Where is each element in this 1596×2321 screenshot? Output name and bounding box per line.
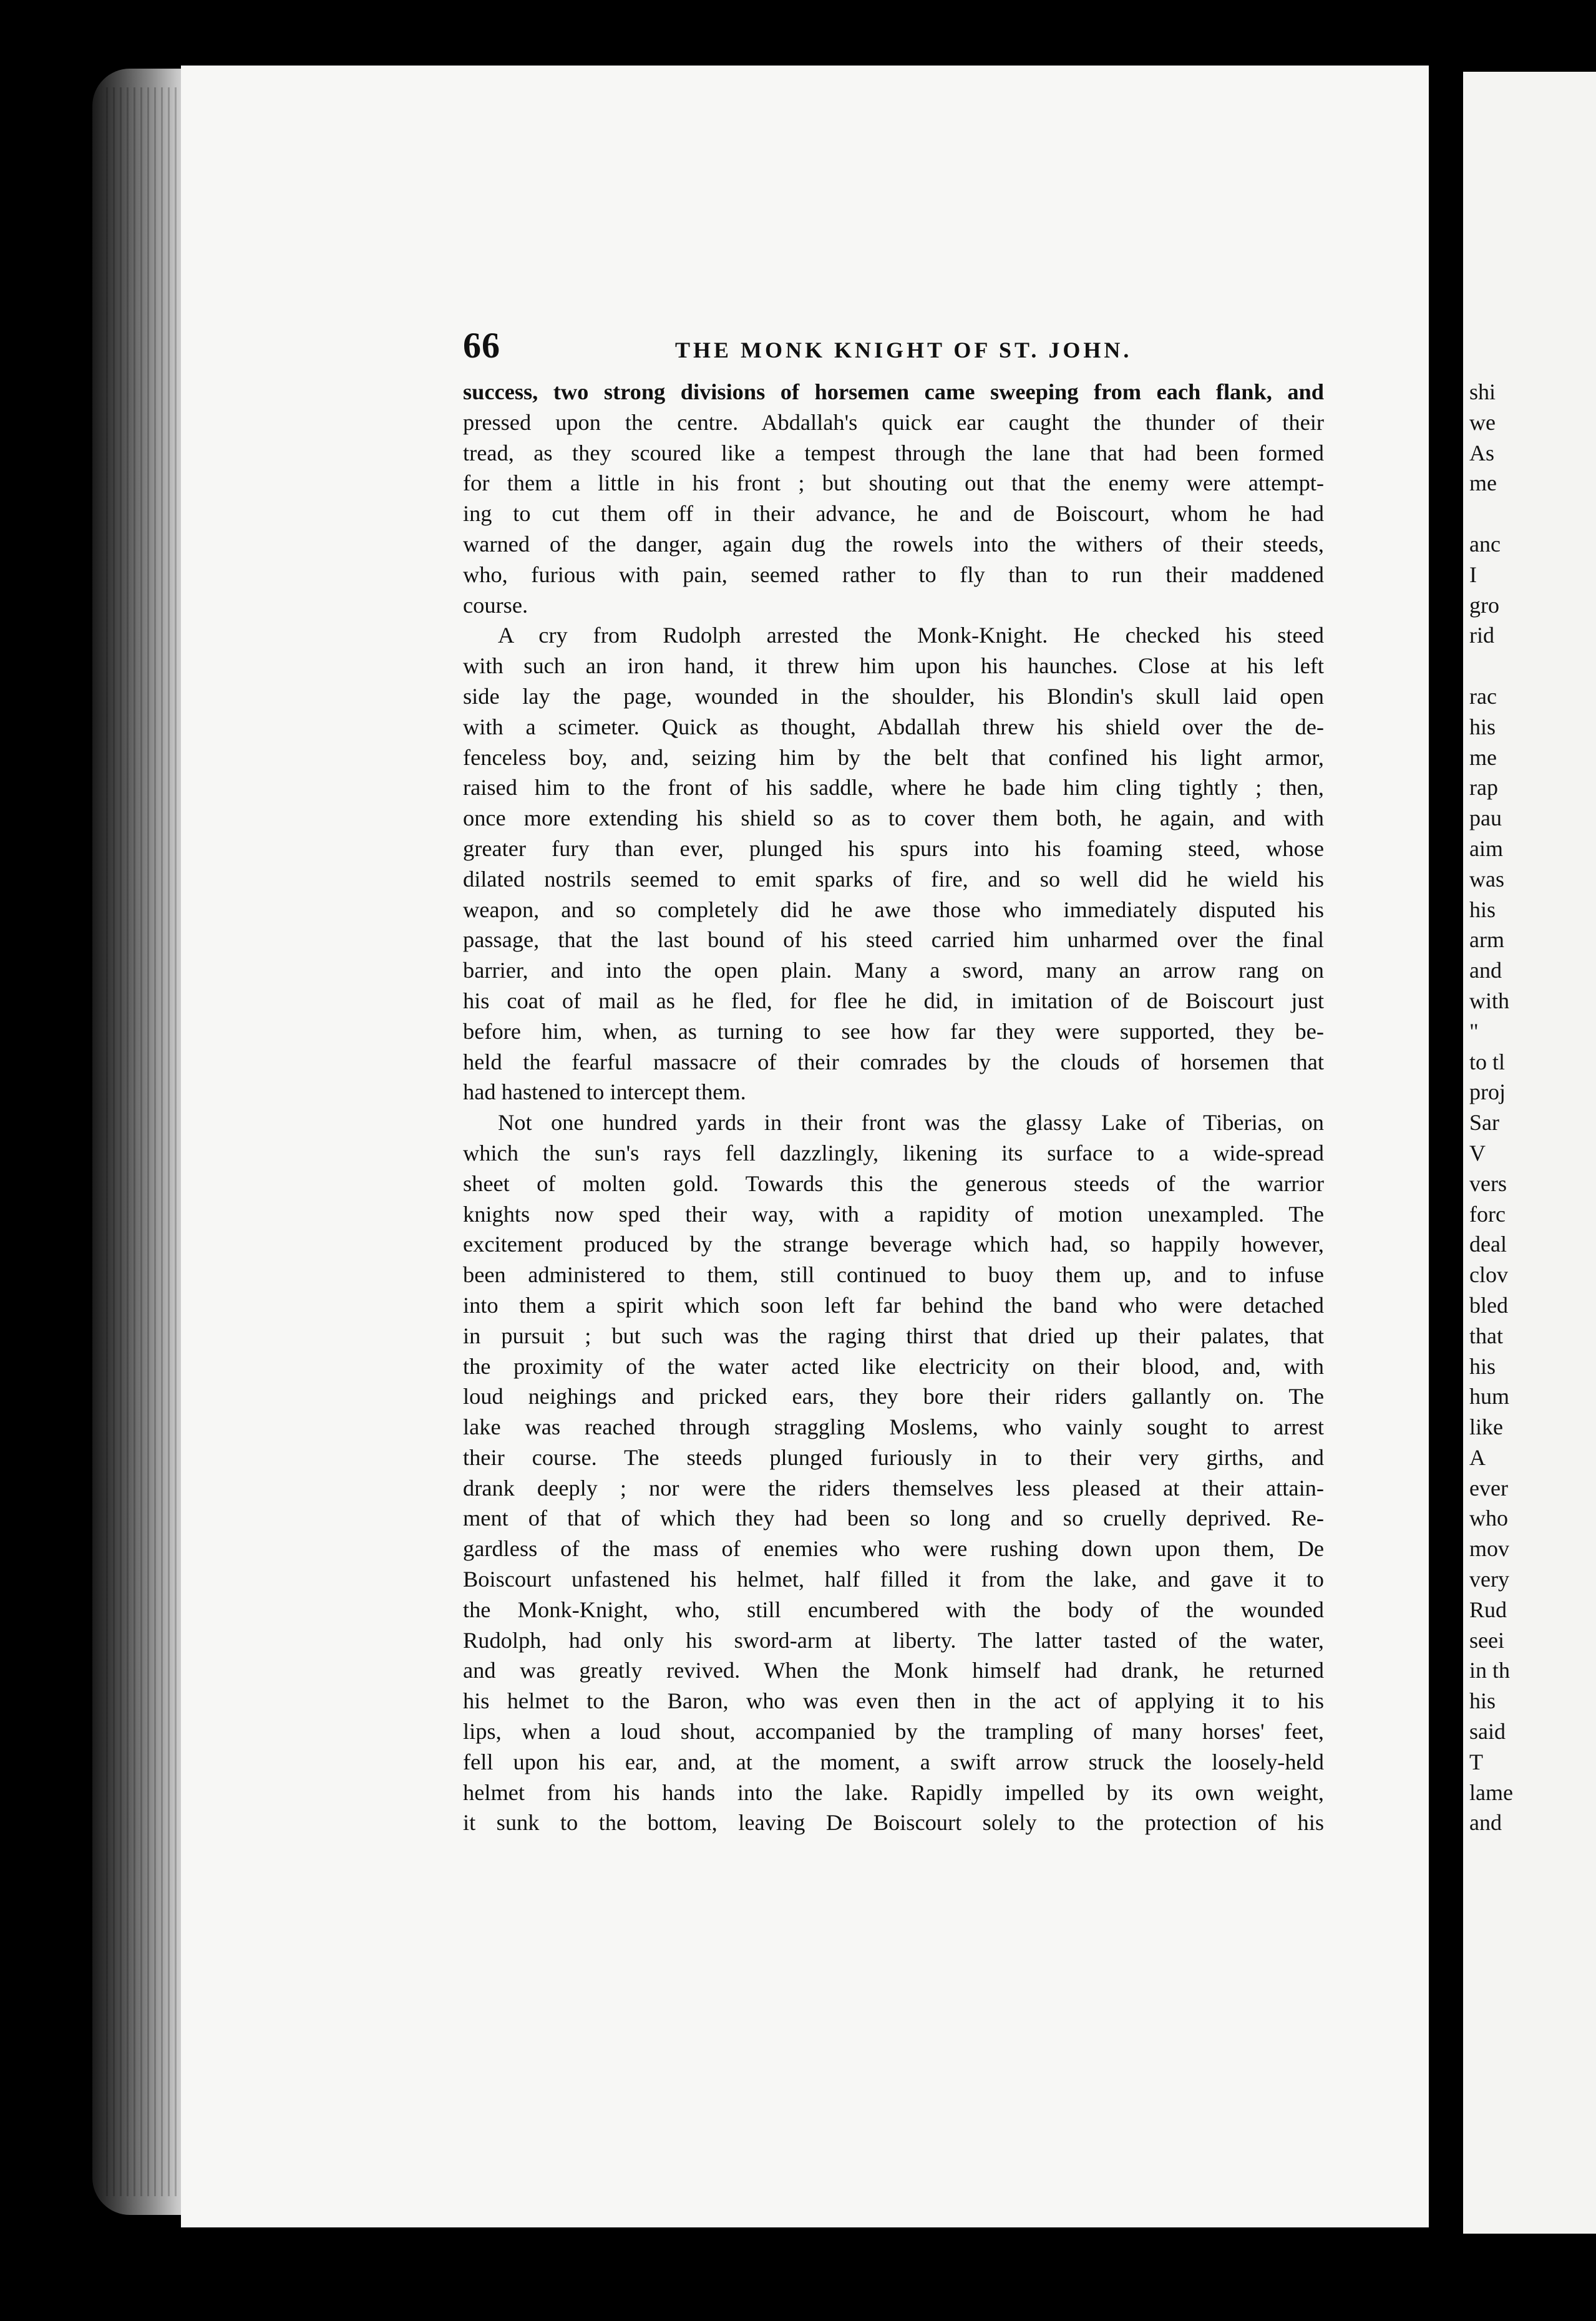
text-line: passage, that the last bound of his steed carried him unharmed over the final bbox=[463, 927, 1324, 953]
adjacent-text-fragment: like bbox=[1469, 1414, 1503, 1440]
adjacent-text-fragment: Rud bbox=[1469, 1597, 1507, 1622]
text-line: gardless of the mass of enemies who were rushing down upon them, De bbox=[463, 1536, 1324, 1562]
adjacent-text-fragment: shi bbox=[1469, 379, 1496, 404]
text-line: his helmet to the Baron, who was even then in the act of applying it to his bbox=[463, 1688, 1324, 1714]
text-line: with a scimeter. Quick as thought, Abdallah threw his shield over the de- bbox=[463, 714, 1324, 739]
text-line: raised him to the front of his saddle, where he bade him cling tightly ; then, bbox=[463, 775, 1324, 800]
text-line: sheet of molten gold. Towards this the generous steeds of the warrior bbox=[463, 1170, 1324, 1196]
adjacent-text-fragment: his bbox=[1469, 1353, 1496, 1379]
adjacent-text-fragment: I bbox=[1469, 562, 1477, 587]
adjacent-text-fragment: proj bbox=[1469, 1079, 1506, 1105]
adjacent-text-fragment: gro bbox=[1469, 592, 1499, 618]
text-line: in pursuit ; but such was the raging thirst that dried up their palates, that bbox=[463, 1323, 1324, 1348]
page-number: 66 bbox=[463, 325, 500, 366]
adjacent-text-fragment: rap bbox=[1469, 775, 1498, 800]
text-line: pressed upon the centre. Abdallah's quick ear caught the thunder of their bbox=[463, 409, 1324, 435]
page-header bbox=[463, 324, 1343, 374]
adjacent-page-text bbox=[1469, 377, 1594, 1838]
text-line: fell upon his ear, and, at the moment, a swift arrow struck the loosely-held bbox=[463, 1749, 1324, 1774]
adjacent-text-fragment: A bbox=[1469, 1444, 1486, 1470]
adjacent-text-fragment: me bbox=[1469, 744, 1497, 770]
text-line: Not one hundred yards in their front was the glassy Lake of Tiberias, on bbox=[498, 1110, 1324, 1136]
adjacent-text-fragment: arm bbox=[1469, 927, 1504, 953]
book-edge-texture bbox=[106, 87, 181, 2196]
text-line: it sunk to the bottom, leaving De Boiscourt solely to the protection of his bbox=[463, 1810, 1324, 1836]
adjacent-text-fragment: and bbox=[1469, 1810, 1502, 1836]
text-line: and was greatly revived. When the Monk himself had drank, he returned bbox=[463, 1658, 1324, 1683]
adjacent-text-fragment: to tl bbox=[1469, 1049, 1506, 1074]
text-line: been administered to them, still continued to buoy them up, and to infuse bbox=[463, 1262, 1324, 1288]
adjacent-text-fragment: vers bbox=[1469, 1170, 1507, 1196]
text-line: warned of the danger, again dug the rowels into the withers of their steeds, bbox=[463, 531, 1324, 557]
text-line: weapon, and so completely did he awe those who immediately disputed his bbox=[463, 897, 1324, 922]
text-line: side lay the page, wounded in the shoulder, his Blondin's skull laid open bbox=[463, 683, 1324, 709]
text-line: barrier, and into the open plain. Many a sword, many an arrow rang on bbox=[463, 958, 1324, 983]
adjacent-text-fragment bbox=[1469, 651, 1594, 681]
text-line: the Monk-Knight, who, still encumbered with the body of the wounded bbox=[463, 1597, 1324, 1622]
text-line: had hastened to intercept them. bbox=[463, 1079, 746, 1105]
text-line: the proximity of the water acted like electricity on their blood, and, with bbox=[463, 1353, 1324, 1379]
adjacent-text-fragment: pau bbox=[1469, 805, 1502, 831]
adjacent-text-fragment: Sar bbox=[1469, 1110, 1499, 1136]
adjacent-text-fragment: me bbox=[1469, 470, 1497, 496]
text-line: course. bbox=[463, 592, 528, 618]
adjacent-text-fragment: was bbox=[1469, 866, 1504, 892]
adjacent-text-fragment: forc bbox=[1469, 1201, 1506, 1227]
text-line: lake was reached through straggling Moslems, who vainly sought to arrest bbox=[463, 1414, 1324, 1440]
text-line: once more extending his shield so as to cover them both, he again, and with bbox=[463, 805, 1324, 831]
adjacent-text-fragment: aim bbox=[1469, 835, 1503, 861]
adjacent-text-fragment: hum bbox=[1469, 1384, 1510, 1409]
text-line: for them a little in his front ; but shouting out that the enemy were attempt- bbox=[463, 470, 1324, 496]
adjacent-text-fragment: said bbox=[1469, 1719, 1506, 1744]
adjacent-text-fragment: we bbox=[1469, 409, 1496, 435]
text-line: fenceless boy, and, seizing him by the belt that confined his light armor, bbox=[463, 744, 1324, 770]
text-line: greater fury than ever, plunged his spurs into his foaming steed, whose bbox=[463, 835, 1324, 861]
page-gutter bbox=[1435, 62, 1463, 2246]
adjacent-text-fragment: with bbox=[1469, 988, 1510, 1013]
adjacent-text-fragment: very bbox=[1469, 1567, 1509, 1592]
text-line: ing to cut them off in their advance, he and de Boiscourt, whom he had bbox=[463, 501, 1324, 527]
adjacent-text-fragment: deal bbox=[1469, 1232, 1507, 1257]
adjacent-text-fragment: who bbox=[1469, 1506, 1508, 1531]
adjacent-text-fragment: V bbox=[1469, 1140, 1486, 1165]
adjacent-text-fragment: bled bbox=[1469, 1292, 1508, 1318]
adjacent-text-fragment: his bbox=[1469, 897, 1496, 922]
text-line: Rudolph, had only his sword-arm at liberty. The latter tasted of the water, bbox=[463, 1627, 1324, 1653]
text-line: into them a spirit which soon left far behind the band who were detached bbox=[463, 1292, 1324, 1318]
text-line: who, furious with pain, seemed rather to fly than to run their maddened bbox=[463, 562, 1324, 587]
text-line: their course. The steeds plunged furiously in to their very girths, and bbox=[463, 1444, 1324, 1470]
adjacent-text-fragment: his bbox=[1469, 714, 1496, 739]
text-line: excitement produced by the strange beverage which had, so happily however, bbox=[463, 1232, 1324, 1257]
text-line: lips, when a loud shout, accompanied by the trampling of many horses' feet, bbox=[463, 1719, 1324, 1744]
adjacent-text-fragment: lame bbox=[1469, 1779, 1513, 1805]
adjacent-text-fragment: clov bbox=[1469, 1262, 1508, 1288]
adjacent-text-fragment: that bbox=[1469, 1323, 1503, 1348]
text-line: ment of that of which they had been so long and so cruelly deprived. Re- bbox=[463, 1506, 1324, 1531]
text-line: dilated nostrils seemed to emit sparks of fire, and so well did he wield his bbox=[463, 866, 1324, 892]
text-line: helmet from his hands into the lake. Rapidly impelled by its own weight, bbox=[463, 1779, 1324, 1805]
adjacent-text-fragment bbox=[1469, 499, 1594, 529]
text-line: A cry from Rudolph arrested the Monk-Knight. He checked his steed bbox=[498, 623, 1324, 648]
text-line: success, two strong divisions of horsemen came sweeping from each flank, and bbox=[463, 379, 1324, 404]
text-line: before him, when, as turning to see how far they were supported, they be- bbox=[463, 1018, 1324, 1044]
text-line: Boiscourt unfastened his helmet, half filled it from the lake, and gave it to bbox=[463, 1567, 1324, 1592]
text-line: loud neighings and pricked ears, they bore their riders gallantly on. The bbox=[463, 1384, 1324, 1409]
body-text bbox=[463, 377, 1324, 1838]
adjacent-text-fragment: ever bbox=[1469, 1475, 1508, 1501]
adjacent-text-fragment: mov bbox=[1469, 1536, 1510, 1562]
adjacent-text-fragment: anc bbox=[1469, 531, 1501, 557]
adjacent-text-fragment: seei bbox=[1469, 1627, 1504, 1653]
text-line: tread, as they scoured like a tempest through the lane that had been formed bbox=[463, 440, 1324, 465]
adjacent-text-fragment: rac bbox=[1469, 683, 1497, 709]
adjacent-text-fragment: and bbox=[1469, 958, 1502, 983]
adjacent-text-fragment: As bbox=[1469, 440, 1495, 465]
text-line: with such an iron hand, it threw him upon his haunches. Close at his left bbox=[463, 653, 1324, 679]
text-line: drank deeply ; nor were the riders themselves less pleased at their attain- bbox=[463, 1475, 1324, 1501]
adjacent-text-fragment: rid bbox=[1469, 623, 1494, 648]
adjacent-text-fragment: his bbox=[1469, 1688, 1496, 1714]
text-line: knights now sped their way, with a rapidity of motion unexampled. The bbox=[463, 1201, 1324, 1227]
text-line: which the sun's rays fell dazzlingly, likening its surface to a wide-spread bbox=[463, 1140, 1324, 1165]
text-line: held the fearful massacre of their comrades by the clouds of horsemen that bbox=[463, 1049, 1324, 1074]
running-title: THE MONK KNIGHT OF ST. JOHN. bbox=[675, 338, 1132, 363]
adjacent-text-fragment: " bbox=[1469, 1018, 1479, 1044]
text-line: his coat of mail as he fled, for flee he did, in imitation of de Boiscourt just bbox=[463, 988, 1324, 1013]
adjacent-text-fragment: T bbox=[1469, 1749, 1483, 1774]
adjacent-text-fragment: in th bbox=[1469, 1658, 1511, 1683]
